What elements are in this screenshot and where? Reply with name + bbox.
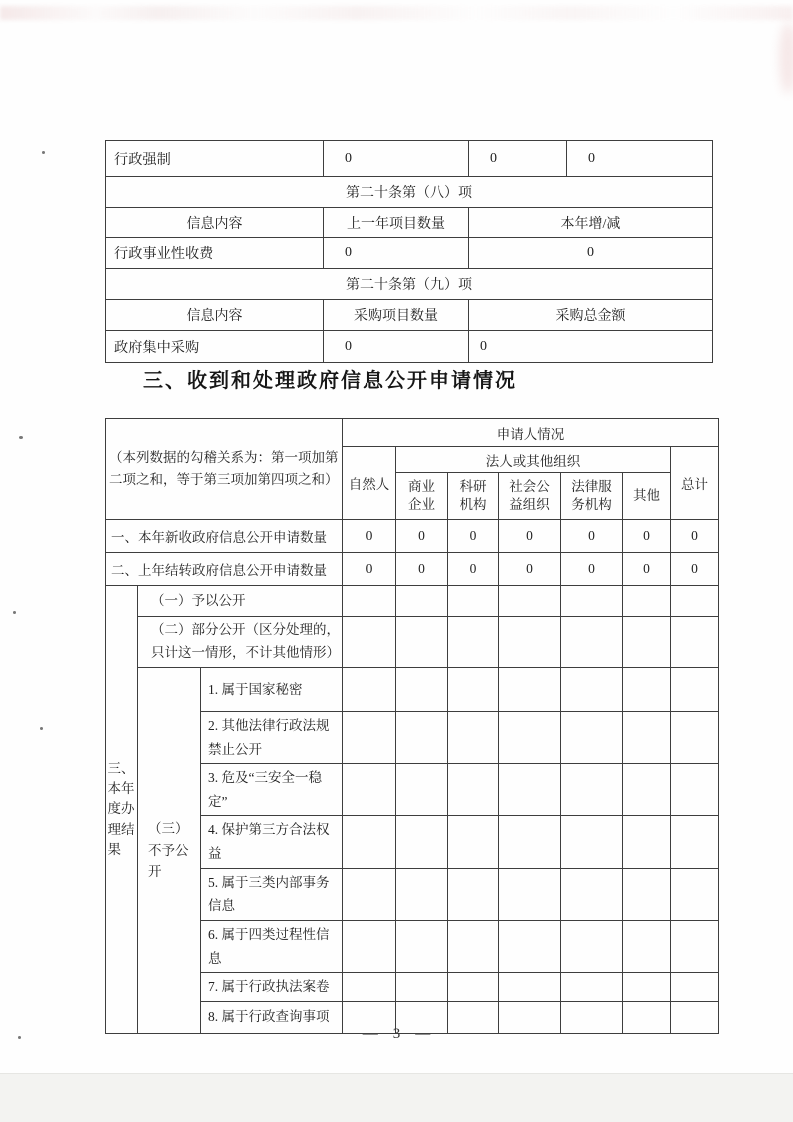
table-row bbox=[106, 419, 719, 447]
header-research-institution bbox=[448, 473, 499, 520]
empty-cell bbox=[671, 764, 719, 816]
row-group-label-processing-results bbox=[106, 586, 138, 1034]
table-row bbox=[106, 238, 713, 269]
row-label-internal-affairs: 5. 属于三类内部事务信息 bbox=[201, 868, 343, 920]
column-header: 信息内容 bbox=[106, 300, 324, 331]
empty-cell bbox=[671, 816, 719, 868]
row-label-carried-over-requests: 二、上年结转政府信息公开申请数量 bbox=[106, 553, 343, 586]
header-legal-service-org bbox=[561, 473, 623, 520]
value-cell: 0 bbox=[561, 553, 623, 586]
empty-cell bbox=[396, 920, 448, 972]
empty-cell bbox=[623, 667, 671, 711]
empty-cell bbox=[499, 667, 561, 711]
empty-cell bbox=[396, 764, 448, 816]
row-label-forbidden-by-law: 2. 其他法律行政法规禁止公开 bbox=[201, 711, 343, 763]
column-header: 本年增/减 bbox=[469, 208, 713, 238]
empty-cell bbox=[623, 617, 671, 668]
table-row bbox=[106, 269, 713, 300]
value-cell: 0 bbox=[324, 141, 469, 177]
value-cell: 0 bbox=[469, 331, 713, 363]
page-number bbox=[0, 1026, 793, 1043]
value-cell: 0 bbox=[396, 553, 448, 586]
table-row bbox=[106, 141, 713, 177]
empty-cell bbox=[561, 868, 623, 920]
page-number-value: 3 bbox=[392, 1026, 401, 1042]
row-label-admin-fees: 行政事业性收费 bbox=[106, 238, 324, 269]
empty-cell bbox=[499, 617, 561, 668]
empty-cell bbox=[561, 920, 623, 972]
scan-dot bbox=[19, 436, 23, 439]
value-cell: 0 bbox=[567, 141, 713, 177]
empty-cell bbox=[499, 868, 561, 920]
table-row bbox=[106, 331, 713, 363]
scan-dot bbox=[13, 611, 16, 614]
row-label-admin-inquiry: 8. 属于行政查询事项 bbox=[201, 1001, 343, 1033]
empty-cell bbox=[448, 920, 499, 972]
empty-cell bbox=[499, 973, 561, 1002]
empty-cell bbox=[343, 586, 396, 617]
table-row bbox=[106, 667, 719, 711]
empty-cell bbox=[396, 816, 448, 868]
header-label: 其他 bbox=[633, 487, 661, 503]
empty-cell bbox=[623, 920, 671, 972]
row-label-gov-procurement: 政府集中采购 bbox=[106, 331, 324, 363]
empty-cell bbox=[343, 816, 396, 868]
row-label-state-secret: 1. 属于国家秘密 bbox=[201, 667, 343, 711]
empty-cell bbox=[561, 816, 623, 868]
row-label-enforcement-files: 7. 属于行政执法案卷 bbox=[201, 973, 343, 1002]
application-table bbox=[105, 418, 719, 1034]
page-number-dash: — bbox=[415, 1026, 431, 1042]
table-row bbox=[106, 586, 719, 617]
empty-cell bbox=[343, 920, 396, 972]
row-label-new-requests: 一、本年新收政府信息公开申请数量 bbox=[106, 520, 343, 553]
value-cell: 0 bbox=[671, 553, 719, 586]
value-cell: 0 bbox=[324, 331, 469, 363]
value-cell: 0 bbox=[623, 520, 671, 553]
empty-cell bbox=[448, 764, 499, 816]
header-public-welfare-org bbox=[499, 473, 561, 520]
empty-cell bbox=[561, 711, 623, 763]
empty-cell bbox=[396, 711, 448, 763]
value-cell: 0 bbox=[469, 141, 567, 177]
column-header: 信息内容 bbox=[106, 208, 324, 238]
empty-cell bbox=[671, 667, 719, 711]
empty-cell bbox=[448, 868, 499, 920]
row-label-partial-disclosure: （二）部分公开（区分处理的，只计这一情形，不计其他情形） bbox=[138, 617, 343, 668]
header-commercial-enterprise bbox=[396, 473, 448, 520]
empty-cell bbox=[499, 920, 561, 972]
scan-smudge-top bbox=[0, 6, 793, 20]
value-cell: 0 bbox=[561, 520, 623, 553]
empty-cell bbox=[396, 667, 448, 711]
header-legal-org: 法人或其他组织 bbox=[396, 447, 671, 473]
empty-cell bbox=[561, 973, 623, 1002]
empty-cell bbox=[671, 868, 719, 920]
empty-cell bbox=[396, 973, 448, 1002]
value-cell: 0 bbox=[469, 238, 713, 269]
table-row bbox=[106, 208, 713, 238]
value-cell: 0 bbox=[671, 520, 719, 553]
empty-cell bbox=[343, 764, 396, 816]
column-header: 上一年项目数量 bbox=[324, 208, 469, 238]
table-row bbox=[106, 300, 713, 331]
empty-cell bbox=[448, 586, 499, 617]
table-row bbox=[106, 617, 719, 668]
empty-cell bbox=[343, 667, 396, 711]
header-label: 商业企业 bbox=[408, 478, 436, 512]
empty-cell bbox=[561, 586, 623, 617]
empty-cell bbox=[561, 764, 623, 816]
empty-cell bbox=[343, 973, 396, 1002]
empty-cell bbox=[343, 711, 396, 763]
page-number-dash: — bbox=[362, 1026, 378, 1042]
empty-cell bbox=[343, 868, 396, 920]
section-header-article8: 第二十条第（八）项 bbox=[106, 177, 713, 208]
header-total: 总计 bbox=[671, 447, 719, 520]
empty-cell bbox=[499, 711, 561, 763]
header-applicant-situation: 申请人情况 bbox=[343, 419, 719, 447]
row-group-label-no-disclosure bbox=[138, 667, 201, 1033]
empty-cell bbox=[671, 973, 719, 1002]
empty-cell bbox=[623, 711, 671, 763]
header-natural-person: 自然人 bbox=[343, 447, 396, 520]
column-header: 采购项目数量 bbox=[324, 300, 469, 331]
empty-cell bbox=[623, 973, 671, 1002]
header-label: 科研机构 bbox=[459, 478, 487, 512]
value-cell: 0 bbox=[623, 553, 671, 586]
empty-cell bbox=[448, 816, 499, 868]
empty-cell bbox=[396, 586, 448, 617]
value-cell: 0 bbox=[499, 553, 561, 586]
reconciliation-note: （本列数据的勾稽关系为：第一项加第二项之和，等于第三项加第四项之和） bbox=[106, 419, 343, 520]
value-cell: 0 bbox=[343, 553, 396, 586]
empty-cell bbox=[343, 617, 396, 668]
empty-cell bbox=[623, 586, 671, 617]
empty-cell bbox=[561, 667, 623, 711]
value-cell: 0 bbox=[448, 553, 499, 586]
empty-cell bbox=[448, 973, 499, 1002]
row-label-granted-disclosure: （一）予以公开 bbox=[138, 586, 343, 617]
section-heading: 三、收到和处理政府信息公开申请情况 bbox=[143, 370, 517, 392]
table-row bbox=[106, 520, 719, 553]
article20-table bbox=[105, 140, 713, 363]
value-cell: 0 bbox=[448, 520, 499, 553]
empty-cell bbox=[671, 920, 719, 972]
row-label-endanger-safety: 3. 危及“三安全一稳定” bbox=[201, 764, 343, 816]
empty-cell bbox=[499, 764, 561, 816]
header-label: 社会公益组织 bbox=[509, 478, 550, 512]
row-label-process-information: 6. 属于四类过程性信息 bbox=[201, 920, 343, 972]
empty-cell bbox=[396, 617, 448, 668]
row-label-administrative-coercion: 行政强制 bbox=[106, 141, 324, 177]
empty-cell bbox=[623, 868, 671, 920]
vertical-label: 三、本年度办理结果 bbox=[107, 760, 135, 857]
empty-cell bbox=[623, 764, 671, 816]
header-other bbox=[623, 473, 671, 520]
value-cell: 0 bbox=[396, 520, 448, 553]
table-row bbox=[106, 177, 713, 208]
page-bottom-edge bbox=[0, 1073, 793, 1122]
empty-cell bbox=[671, 586, 719, 617]
empty-cell bbox=[499, 816, 561, 868]
scan-dot bbox=[42, 151, 45, 154]
column-header: 采购总金额 bbox=[469, 300, 713, 331]
empty-cell bbox=[623, 816, 671, 868]
empty-cell bbox=[448, 711, 499, 763]
scan-smudge-right bbox=[779, 22, 793, 94]
empty-cell bbox=[396, 868, 448, 920]
row-label-third-party-rights: 4. 保护第三方合法权益 bbox=[201, 816, 343, 868]
empty-cell bbox=[671, 711, 719, 763]
empty-cell bbox=[561, 617, 623, 668]
empty-cell bbox=[499, 586, 561, 617]
header-label: 法律服务机构 bbox=[571, 478, 612, 512]
empty-cell bbox=[448, 667, 499, 711]
empty-cell bbox=[448, 617, 499, 668]
value-cell: 0 bbox=[324, 238, 469, 269]
value-cell: 0 bbox=[343, 520, 396, 553]
scan-dot bbox=[40, 727, 43, 730]
vertical-label: （三）不予公开 bbox=[148, 820, 189, 880]
table-row bbox=[106, 553, 719, 586]
value-cell: 0 bbox=[499, 520, 561, 553]
section-header-article9: 第二十条第（九）项 bbox=[106, 269, 713, 300]
empty-cell bbox=[671, 617, 719, 668]
